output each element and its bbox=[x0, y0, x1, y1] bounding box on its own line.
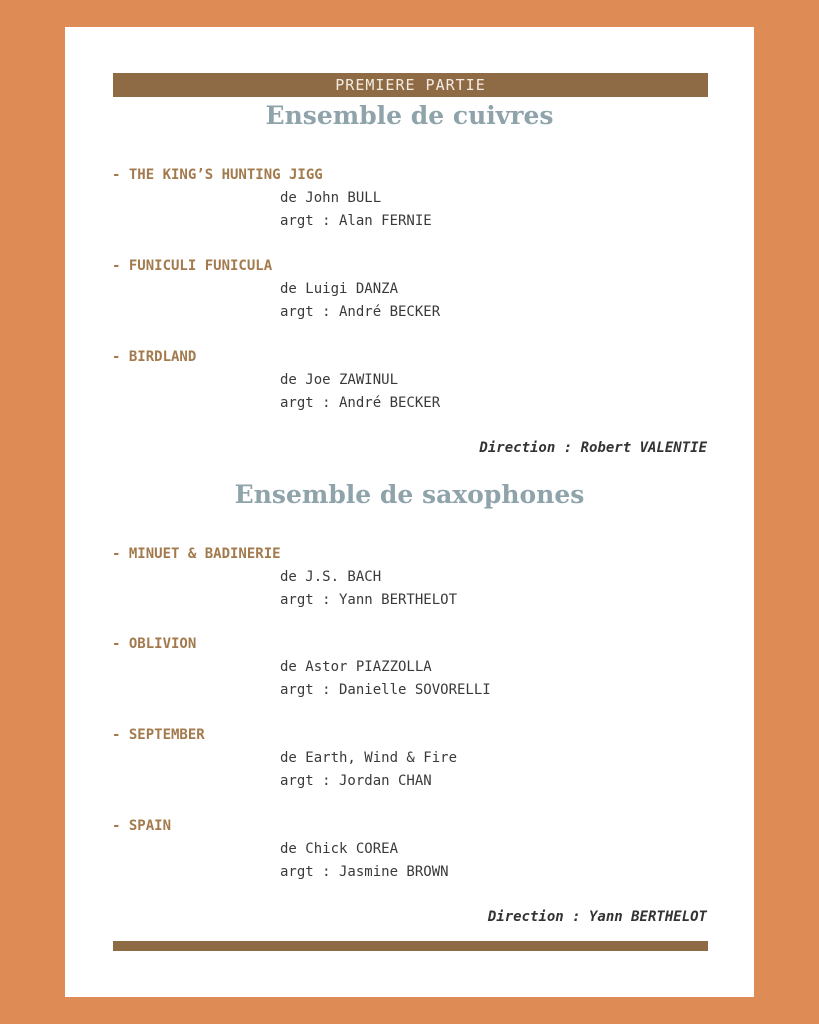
piece-arranger: argt : Jasmine BROWN bbox=[280, 864, 449, 880]
piece-title: - SPAIN bbox=[112, 818, 172, 834]
piece-arranger: argt : André BECKER bbox=[280, 395, 441, 411]
piece-composer: de J.S. BACH bbox=[280, 569, 382, 585]
direction-credit: Direction : Robert VALENTIE bbox=[479, 440, 707, 456]
piece-composer: de Earth, Wind & Fire bbox=[280, 750, 458, 766]
piece-arranger: argt : Alan FERNIE bbox=[280, 213, 432, 229]
piece-title: - OBLIVION bbox=[112, 636, 197, 652]
piece-arranger: argt : Danielle SOVORELLI bbox=[280, 682, 491, 698]
piece-composer: de Joe ZAWINUL bbox=[280, 372, 399, 388]
part-banner bbox=[113, 73, 708, 97]
bottom-divider bbox=[113, 941, 708, 951]
part-label: PREMIERE PARTIE bbox=[335, 76, 486, 94]
piece-title: - BIRDLAND bbox=[112, 349, 197, 365]
piece-composer: de John BULL bbox=[280, 190, 382, 206]
section-title-saxophones: Ensemble de saxophones bbox=[234, 480, 585, 509]
piece-arranger: argt : André BECKER bbox=[280, 304, 441, 320]
piece-arranger: argt : Jordan CHAN bbox=[280, 773, 432, 789]
direction-credit: Direction : Yann BERTHELOT bbox=[487, 909, 707, 925]
piece-title: - FUNICULI FUNICULA bbox=[112, 258, 273, 274]
piece-composer: de Luigi DANZA bbox=[280, 281, 399, 297]
piece-composer: de Chick COREA bbox=[280, 841, 399, 857]
piece-title: - SEPTEMBER bbox=[112, 727, 205, 743]
piece-title: - MINUET & BADINERIE bbox=[112, 546, 281, 562]
piece-composer: de Astor PIAZZOLLA bbox=[280, 659, 432, 675]
piece-arranger: argt : Yann BERTHELOT bbox=[280, 592, 458, 608]
program-sheet bbox=[65, 27, 754, 997]
section-title-brass: Ensemble de cuivres bbox=[265, 101, 554, 130]
piece-title: - THE KING’S HUNTING JIGG bbox=[112, 167, 323, 183]
